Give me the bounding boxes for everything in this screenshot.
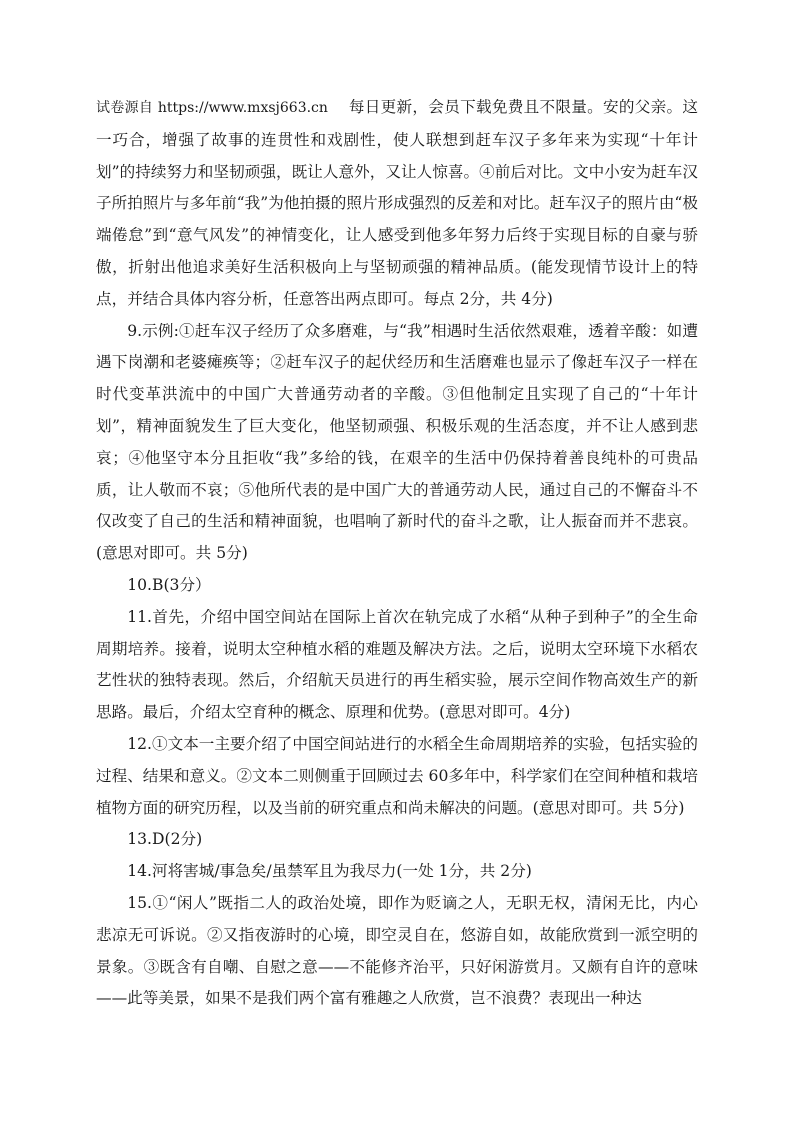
- answer-15: 15.①“闲人”既指二人的政治处境，即作为贬谪之人，无职无权，清闲无比，内心悲凉无可诉说。②又指夜游时的心境，即空灵自在，悠游自如，故能欣赏到一派空明的景象。③既含有自嘲、自慰之意——不能修齐治平，只好闲游赏月。又颇有自许的意味——此等美景，如果不是我们两个富有雅趣之人欣赏，岂不浪费？表现出一种达: [96, 893, 698, 1008]
- update-notice: 每日更新，会员下载免费且不限量。: [348, 98, 603, 116]
- answer-12: 12.①文本一主要介绍了中国空间站进行的水稻全生命周期培养的实验，包括实验的过程、结果和意义。②文本二则侧重于回顾过去 60多年中，科学家们在空间种植和栽培植物方面的研究历程，以及当前的研究重点和尚未解决的问题。(意思对即可。共 5分): [96, 734, 698, 817]
- answer-14: 14.河将害城/事急矣/虽禁军且为我尽力(一处 1分，共 2分): [127, 862, 532, 881]
- source-label: 试卷源自 https://www.mxsj663.cn: [96, 100, 328, 116]
- answer-document: [96, 92, 698, 1015]
- paragraph-8-text: 安的父亲。这一巧合，增强了故事的连贯性和戏剧性，使人联想到赶车汉子多年来为实现“十年计划”的持续努力和坚韧顽强，既让人意外，又让人惊喜。④前后对比。文中小安为赶车汉子所拍照片与多年前“我”为他拍摄的照片形成强烈的反差和对比。赶车汉子的照片由“极端倦怠”到“意气风发”的神情变化，让人感受到他多年努力后终于实现目标的自豪与骄傲，折射出他追求美好生活积极向上与坚韧顽强的精神品质。(能发现情节设计上的特点，并结合具体内容分析，任意答出两点即可。每点 2分，共 4分): [96, 98, 698, 308]
- answer-11: 11.首先，介绍中国空间站在国际上首次在轨完成了水稻“从种子到种子”的全生命周期培养。接着，说明太空种植水稻的难题及解决方法。之后，说明太空环境下水稻农艺性状的独特表现。然后，介绍航天员进行的再生稻实验，展示空间作物高效生产的新思路。最后，介绍太空育种的概念、原理和优势。(意思对即可。4分): [96, 607, 698, 722]
- paragraph-8-continued: [96, 92, 698, 316]
- answer-13: 13.D(2分): [127, 830, 203, 849]
- answer-10: 10.B(3分）: [127, 575, 211, 594]
- answer-9: 9.示例:①赶车汉子经历了众多磨难，与“我”相遇时生活依然艰难，透着辛酸：如遭遇下岗潮和老婆瘫痪等；②赶车汉子的起伏经历和生活磨难也显示了像赶车汉子一样在时代变革洪流中的中国广大普通劳动者的辛酸。③但他制定且实现了自己的“十年计划”，精神面貌发生了巨大变化，他坚韧顽强、积极乐观的生活态度，并不让人感到悲哀；④他坚守本分且拒收“我”多给的钱，在艰辛的生活中仍保持着善良纯朴的可贵品质，让人敬而不哀；⑤他所代表的是中国广大的普通劳动人民，通过自己的不懈奋斗不仅改变了自己的生活和精神面貌，也唱响了新时代的奋斗之歌，让人振奋而并不悲哀。(意思对即可。共 5分): [96, 321, 698, 563]
